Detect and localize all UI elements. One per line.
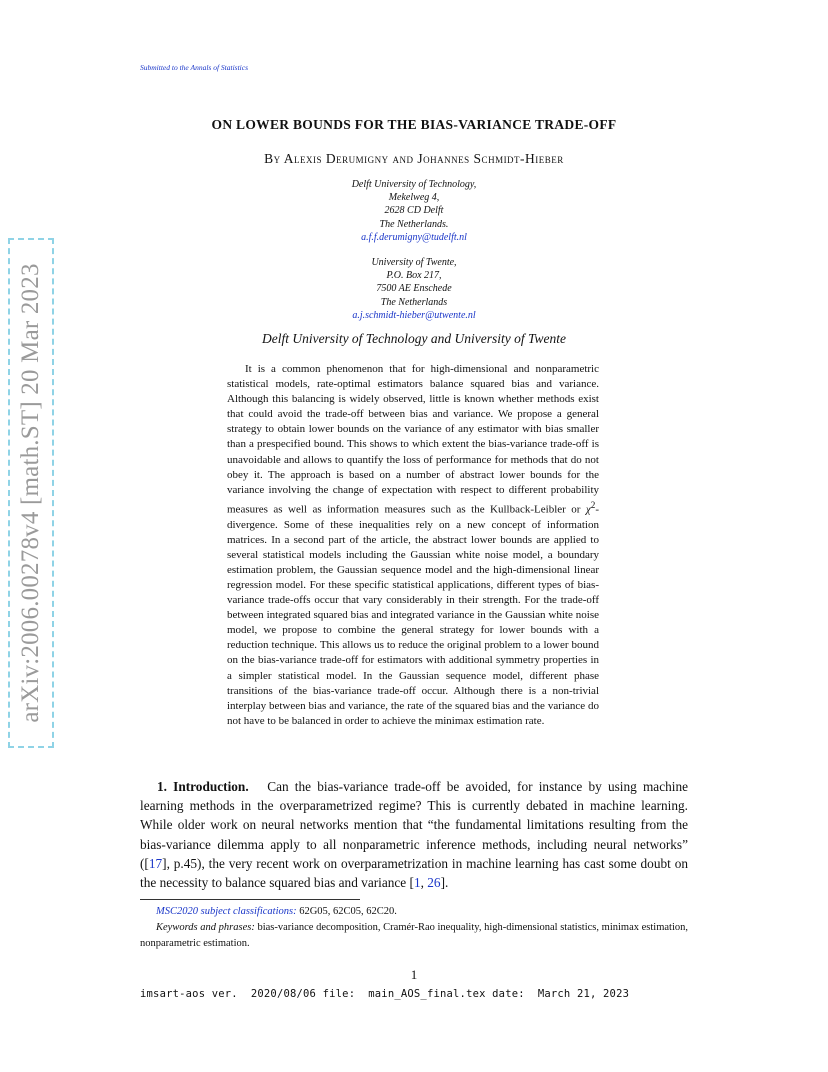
- footnote-rule: [140, 899, 360, 900]
- address-line: University of Twente,: [371, 257, 457, 268]
- address-line: The Netherlands.: [379, 218, 449, 230]
- address-line: The Netherlands: [380, 296, 448, 308]
- address-line: 2628 CD Delft: [384, 205, 444, 217]
- address-block-1: [0, 178, 828, 244]
- address-line: Mekelweg 4,: [388, 192, 440, 204]
- abstract-text: It is a common phenomenon that for high-dimensional and nonparametric statistical models, rate-optimal estimators balance squared bias and variance. Although this balancing is widely observed, little is known whether methods exist that could avoid the trade-off between bias and variance. We propose a general strategy to obtain lower bounds on the variance of any estimator with bias smaller than a prespecified bound. This shows to which extent the bias-variance trade-off is unavoidable and allows to quantify the loss of performance for methods that do not obey it. The approach is based on a number of abstract lower bounds for the variance involving the change of expectation with respect to different probability measures as well as information measures such as the Kullback-Leibler or: [227, 363, 599, 516]
- abstract-text: -divergence. Some of these inequalities rely on a new concept of information matrices. In a second part of the article, the abstract lower bounds are applied to several statistical models including the Gaussian white noise model, a boundary estimation problem, the Gaussian sequence model and the high-dimensional linear regression model. For these specific statistical applications, different types of bias-variance trade-offs occur that vary considerably in their strength. For the trade-off between integrated squared bias and integrated variance in the Gaussian white noise model, we propose to combine the general strategy for lower bounds with a reduction technique. This allows us to reduce the original problem to a lower bound on the bias-variance trade-off for estimators with additional symmetry properties in a simpler statistical model. In the Gaussian sequence model, different phase transitions of the bias-variance trade-off occur. Although there is a non-trivial interplay between bias and variance, the rate of the squared bias and the variance do not have to be balanced in order to achieve the minimax estimation rate.: [227, 503, 599, 727]
- paper-authors: By Alexis Derumigny and Johannes Schmidt-Hieber: [264, 151, 564, 166]
- intro-text: ].: [440, 875, 449, 891]
- keywords-text: bias-variance decomposition, Cramér-Rao inequality, high-dimensional statistics, minimax estimation, nonparametric estimation.: [140, 922, 689, 949]
- chi-exponent: 2: [590, 499, 596, 510]
- address-line: 7500 AE Enschede: [376, 283, 452, 295]
- citation-link-1[interactable]: 1: [413, 875, 421, 891]
- page-number: 1: [410, 967, 418, 982]
- msc-link[interactable]: MSC2020 subject classifications:: [156, 906, 297, 917]
- email-link-2[interactable]: a.j.schmidt-hieber@utwente.nl: [352, 309, 476, 321]
- journal-header: Submitted to the Annals of Statistics: [140, 63, 248, 72]
- section-heading: 1. Introduction.: [157, 779, 249, 794]
- citation-link-17[interactable]: 17: [148, 855, 163, 871]
- address-line: Delft University of Technology,: [351, 179, 477, 190]
- affiliations: Delft University of Technology and University of Twente: [261, 331, 567, 346]
- intro-text: ], p.45), the very recent work on overparametrization in machine learning has cast some doubt on the necessity to balance squared bias and variance [: [140, 855, 688, 891]
- keywords-footnote: [140, 920, 688, 952]
- address-block-2: [0, 256, 828, 322]
- intro-text: Can the bias-variance trade-off be avoided, for instance by using machine learning methods in the overparametrized regime? This is currently debated in machine learning. While older work on neural networks mention that “the fundamental limitations resulting from the bias-variance dilemma apply to all nonparametric inference methods, including neural networks” ([: [140, 779, 688, 871]
- keywords-label: Keywords and phrases:: [156, 922, 255, 933]
- address-line: P.O. Box 217,: [386, 270, 442, 282]
- introduction-paragraph: [140, 777, 688, 892]
- abstract: [227, 362, 599, 729]
- paper-title: ON LOWER BOUNDS FOR THE BIAS-VARIANCE TRADE-OFF: [211, 117, 617, 132]
- build-info-footer: imsart-aos ver. 2020/08/06 file: main_AOS_final.tex date: March 21, 2023: [140, 988, 630, 1000]
- msc-codes: 62G05, 62C05, 62C20.: [296, 906, 397, 917]
- chi-symbol: χ: [585, 503, 591, 516]
- arxiv-identifier: arXiv:2006.00278v4 [math.ST] 20 Mar 2023: [17, 263, 44, 723]
- citation-separator: ,: [420, 875, 428, 891]
- email-link-1[interactable]: a.f.f.derumigny@tudelft.nl: [361, 231, 467, 243]
- msc-footnote: [140, 904, 688, 920]
- citation-link-26[interactable]: 26: [427, 875, 441, 891]
